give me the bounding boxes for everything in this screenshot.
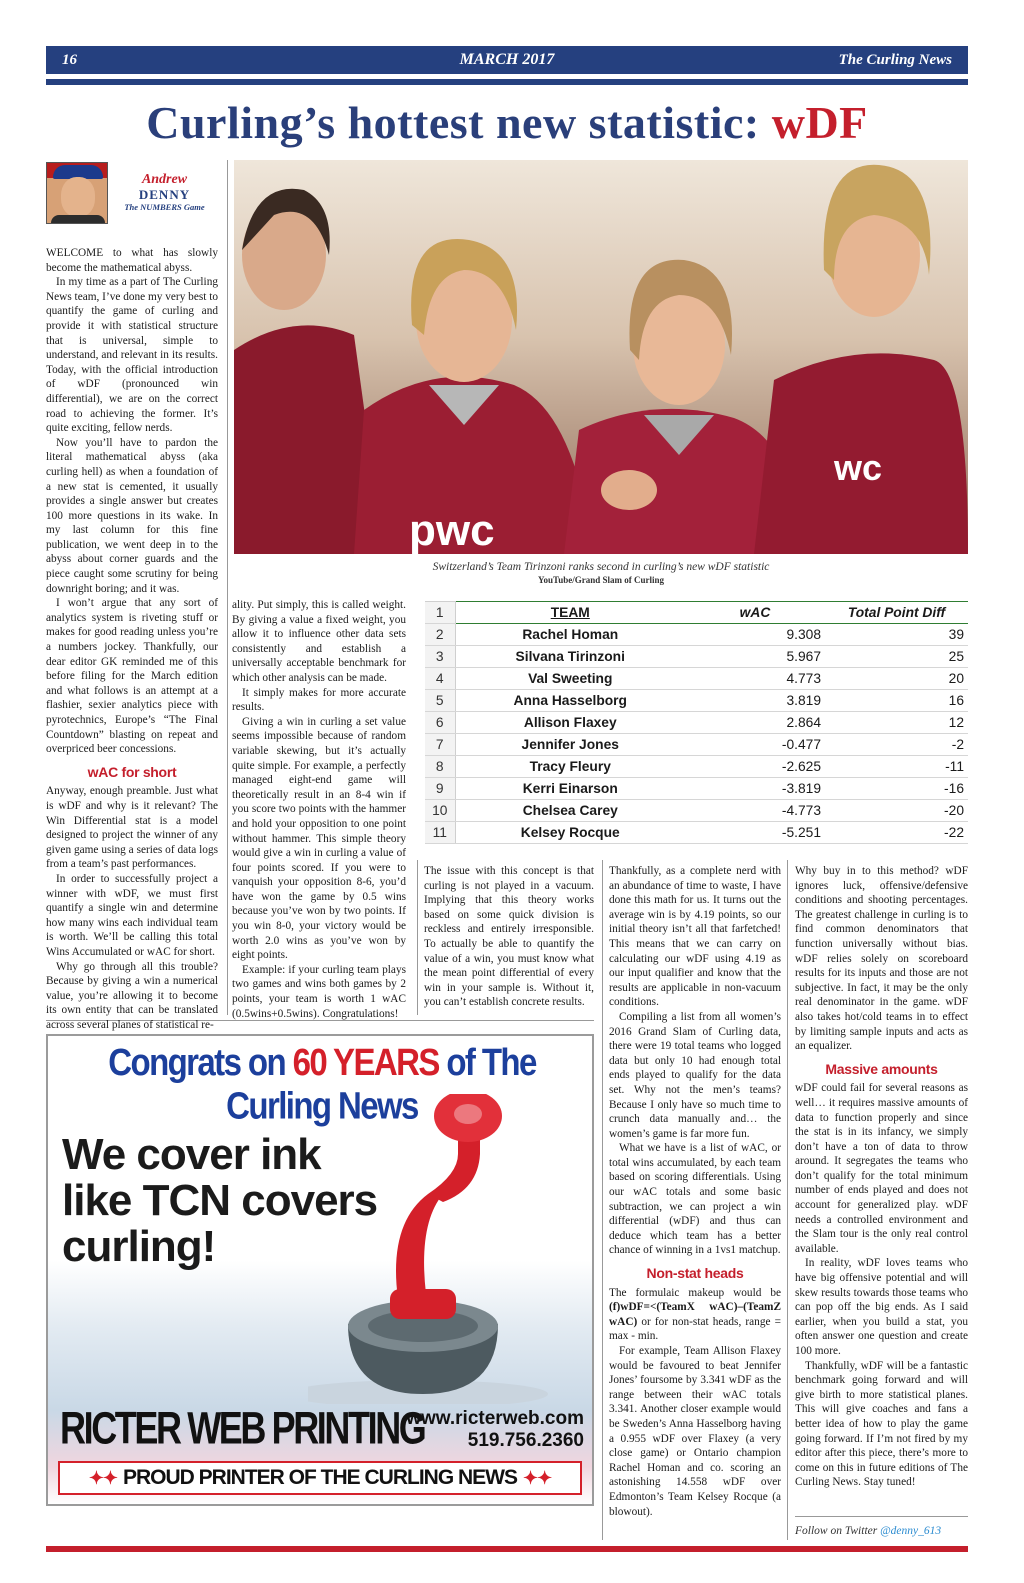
page-number: 16 <box>62 51 77 68</box>
team-name: Rachel Homan <box>455 624 685 646</box>
formula-paragraph <box>609 1286 781 1344</box>
formula: (f)wDF=<(TeamX wAC)–(TeamZ wAC) <box>609 1301 781 1328</box>
author-byline <box>46 162 221 228</box>
wac-value: -4.773 <box>685 800 825 822</box>
author-names <box>112 172 217 213</box>
paragraph: Why go through all this trouble? Because by giving a win a numerical value, you’re allowing it to become its own entity that can be translated across several planes of statistical re- <box>46 960 218 1031</box>
row-number: 11 <box>425 822 455 844</box>
table-row <box>425 690 968 712</box>
headline-main: Curling’s hottest new statistic: <box>146 97 760 148</box>
row-number: 7 <box>425 734 455 756</box>
ad-tagline: PROUD PRINTER OF THE CURLING NEWS <box>122 1466 517 1489</box>
team-name: Anna Hasselborg <box>455 690 685 712</box>
wac-value: 4.773 <box>685 668 825 690</box>
ad-phone: 519.756.2360 <box>467 1430 584 1451</box>
column-header-team: TEAM <box>455 602 685 624</box>
team-name: Chelsea Carey <box>455 800 685 822</box>
paragraph: Anyway, enough preamble. Just what is wDF and why is it relevant? The Win Differential stat is a model designed to project the winner of any given game using a series of data logs from a team’s past performances. <box>46 785 218 871</box>
paragraph: Compiling a list from all women’s 2016 Grand Slam of Curling data, there were 19 total teams who logged data but only 10 had enough total ends played to qualify for the data set. Why not the men’s teams? Because I only have so much time to crunch data manually and… the women’s game is far more fun. <box>609 1010 781 1140</box>
row-number: 9 <box>425 778 455 800</box>
table-row <box>425 624 968 646</box>
point-diff-value: 16 <box>825 690 968 712</box>
team-name: Val Sweeting <box>455 668 685 690</box>
ricter-advertisement <box>46 1034 594 1506</box>
follow-label: Follow on Twitter <box>795 1525 878 1537</box>
paragraph: In reality, wDF loves teams who have big offensive potential and will skew results towards those teams who can pop off the big ends. As I said earlier, when you build a stat, you often answer one question and create 100 more. <box>795 1257 968 1357</box>
paragraph: What we have is a list of wAC, or total wins accumulated, by each team based on scoring differentials. Using our wAC totals and some basic subtraction, we can project a win differential (wDF) and thus can deduce which team has a better chance of winning in a 1vs1 matchup. <box>609 1142 781 1257</box>
slogan-line: curling! <box>62 1222 216 1271</box>
photo-caption: Switzerland’s Team Tirinzoni ranks second in curling’s new wDF statistic <box>432 561 770 573</box>
wac-stats-table <box>425 601 968 844</box>
ad-company-name: RICTER WEB PRINTING <box>60 1402 425 1454</box>
author-first-name: Andrew <box>141 172 188 187</box>
point-diff-value: 20 <box>825 668 968 690</box>
svg-text:wc: wc <box>834 447 883 488</box>
point-diff-value: -11 <box>825 756 968 778</box>
ad-slogan <box>62 1132 422 1270</box>
photo-credit: YouTube/Grand Slam of Curling <box>538 575 664 585</box>
paragraph: Giving a win in curling a set value seems impossible because of random variable skewing, but it’s actually quite simple. For example, a perfectly managed eight-end game will theoretically result in an 8-4 win if you score two points with the hammer and hold your opposition to one point without hammer. This simple theory would give a win in curling a value of four points scored. If you were to vanquish your opposition 8-6, you’d have won the game by 0.5 wins because you’ve won by two points. If you win 8-0, your victory would be worth 2.0 wins as you’ve won by eight points. <box>232 715 406 962</box>
slogan-line: We cover ink <box>62 1130 321 1179</box>
point-diff-value: -22 <box>825 822 968 844</box>
point-diff-value: 12 <box>825 712 968 734</box>
team-name: Silvana Tirinzoni <box>455 646 685 668</box>
paragraph: wDF could fail for several reasons as well… it requires massive amounts of data to function properly and since the stat is in its infancy, we simply don’t have a ton of data to throw around. It segregates the teams who don’t qualify for the total minimum number of ends played and does not account for generalized play. wDF needs a controlled environment and the Slam tour is the only real control available. <box>795 1082 968 1255</box>
table-row <box>425 778 968 800</box>
subheading: Massive amounts <box>825 1060 938 1077</box>
jersey-logo: pwc <box>409 506 495 554</box>
ad-tagline-banner <box>58 1461 582 1495</box>
wac-value: -5.251 <box>685 822 825 844</box>
column-rule <box>227 160 228 1015</box>
column-name: The NUMBERS Game <box>124 202 205 212</box>
paragraph: In order to successfully project a winner with wDF, we must first quantify a single win and determine how many wins each individual team is worth. We’ll be calling this total Wins Accumulated or wAC for short. <box>46 872 218 958</box>
row-number: 3 <box>425 646 455 668</box>
subheading: Non-stat heads <box>646 1265 744 1282</box>
formula-post: or for non-stat heads, range = max - min. <box>609 1315 781 1343</box>
team-name: Tracy Fleury <box>455 756 685 778</box>
congrats-post: of The Curling News <box>226 1040 536 1127</box>
twitter-follow <box>795 1525 941 1537</box>
paragraph: WELCOME to what has slowly become the mathematical abyss. <box>46 247 218 274</box>
paragraph: Thankfully, as a complete nerd with an abundance of time to waste, I have done this math for us. It turns out the average win is by 4.19 points, so our initial theory isn’t all that farfetched! This means that we can carry on calculating our wDF using 4.19 as our input qualifier and know that the results are applicable in non-vacuum conditions. <box>609 865 781 1009</box>
subheading: wAC for short <box>87 763 177 780</box>
paragraph: Example: if your curling team plays two games and wins both games by 2 points, your team is worth 1 wAC (0.5wins+0.5wins). Congratulations! <box>232 963 406 1020</box>
column-header-total-point-diff: Total Point Diff <box>825 602 968 624</box>
column-rule <box>417 860 418 1015</box>
point-diff-value: -20 <box>825 800 968 822</box>
team-name: Kerri Einarson <box>455 778 685 800</box>
column-header-wac: wAC <box>685 602 825 624</box>
table-row <box>425 646 968 668</box>
point-diff-value: 25 <box>825 646 968 668</box>
wac-value: 2.864 <box>685 712 825 734</box>
paragraph: Now you’ll have to pardon the literal mathematical abyss (aka curling hell) as when a foundation of a new stat is cemented, it usually provides a single answer but creates 100 more questions in its wake. In my last column for this fine publication, we went deep in to the abyss about corner guards and the piece caught some scrutiny for being downright boring; and it was. <box>46 436 218 595</box>
article-column-3 <box>424 864 594 1010</box>
row-number: 2 <box>425 624 455 646</box>
paragraph: It simply makes for more accurate results. <box>232 686 406 714</box>
masthead <box>46 46 968 74</box>
point-diff-value: 39 <box>825 624 968 646</box>
team-name: Allison Flaxey <box>455 712 685 734</box>
wac-value: -2.625 <box>685 756 825 778</box>
paragraph: ality. Put simply, this is called weight. By giving a value a fixed weight, you allow it to influence other data sets consistently and establish a universally acceptable benchmark for which other analysis can be made. <box>232 599 406 684</box>
slogan-line: like TCN covers <box>62 1176 378 1225</box>
headline <box>46 92 968 154</box>
table-row <box>425 822 968 844</box>
row-number: 5 <box>425 690 455 712</box>
table-row <box>425 734 968 756</box>
article-column-1 <box>46 246 218 1032</box>
bottom-rule <box>46 1546 968 1552</box>
table-row <box>425 756 968 778</box>
wac-value: -3.819 <box>685 778 825 800</box>
maple-leaf-icon: ✦✦ <box>88 1467 117 1488</box>
row-number: 4 <box>425 668 455 690</box>
table-row <box>425 800 968 822</box>
team-photo-illustration <box>234 160 968 554</box>
twitter-handle[interactable]: @denny_613 <box>880 1525 942 1537</box>
article-column-5 <box>795 864 968 1490</box>
paragraph: Thankfully, wDF will be a fantastic benchmark going forward and will give birth to more statistical planes. This will give coaches and fans a better idea of how to play the game going forward. If I’m not fired by my editor after this piece, there’s more to come on this in future editions of The Curling News. Stay tuned! <box>795 1359 968 1489</box>
issue-date: MARCH 2017 <box>459 51 555 68</box>
wac-value: 5.967 <box>685 646 825 668</box>
article-column-2 <box>232 598 406 1021</box>
row-number: 8 <box>425 756 455 778</box>
team-name: Jennifer Jones <box>455 734 685 756</box>
paragraph: The issue with this concept is that curling is not played in a vacuum. Implying that this theory works based on some quick division is reckless and entirely irresponsible. To actually be able to quantify the value of a win, you must know what the mean point differential of every win in your sample is. Without it, you can’t establish concrete results. <box>424 865 594 1009</box>
section-rule <box>795 1516 968 1517</box>
congrats-years: 60 YEARS <box>292 1040 439 1083</box>
row-number: 6 <box>425 712 455 734</box>
paragraph: I won’t argue that any sort of analytics system is riveting stuff or makes for good reading unless you’re a numbers jockey. Thankfully, our dear editor GK reminded me of this before filing for the March edition and what follows is an attempt at a flashier, sexier analytics piece with pyrotechnics, Europe’s “The Final Countdown” blasting on repeat and overpriced beer concessions. <box>46 597 218 756</box>
table-header-row <box>425 602 968 624</box>
author-avatar <box>46 162 108 224</box>
paragraph: For example, Team Allison Flaxey would be favoured to beat Jennifer Jones’ foursome by 3.341 wDF as the range between their wAC totals 3.341. Another closer example would be Sweden’s Anna Hasselborg having a 0.955 wDF over Flaxey (a very close game) or Ontario champion Rachel Homan and co. scoring an astonishing 14.558 wDF over Edmonton’s Team Kelsey Rocque (a blowout). <box>609 1345 781 1518</box>
point-diff-value: -16 <box>825 778 968 800</box>
table-row <box>425 668 968 690</box>
wac-value: 9.308 <box>685 624 825 646</box>
ad-contact <box>406 1408 584 1452</box>
column-rule <box>602 860 603 1540</box>
publication-name: The Curling News <box>838 51 952 68</box>
wac-value: 3.819 <box>685 690 825 712</box>
ad-url[interactable]: www.ricterweb.com <box>406 1408 584 1429</box>
paragraph: In my time as a part of The Curling News team, I’ve done my very best to quantify the game of curling and provide it with statistical structure that is universal, simple to understand, and relevant in its results. Today, with the official introduction of wDF (pronounced win differential), we are on the correct road to achieving the former. It’s quite exciting, fellow nerds. <box>46 276 218 435</box>
formula-pre: The formulaic makeup would be <box>609 1286 781 1299</box>
paragraph: Why buy in to this method? wDF ignores luck, offensive/defensive conditions and shooting percentages. The greatest challenge in curling is to find common denominators that function universally without bias. wDF relies solely on scoreboard results for its inputs and those are not subjective. In fact, it may be the only real denominator in the game. wDF also takes hot/cold teams in to effect by limiting sample inputs and acts as an equalizer. <box>795 865 968 1053</box>
article-column-4 <box>609 864 781 1519</box>
masthead-rule <box>46 79 968 85</box>
column-rule <box>787 860 788 1540</box>
shirt-shape <box>51 215 105 224</box>
team-name: Kelsey Rocque <box>455 822 685 844</box>
row-number: 1 <box>425 602 455 624</box>
wac-value: -0.477 <box>685 734 825 756</box>
row-number: 10 <box>425 800 455 822</box>
table-row <box>425 712 968 734</box>
author-last-name: DENNY <box>138 187 191 202</box>
face-shape <box>61 177 95 217</box>
headline-highlight: wDF <box>771 97 868 148</box>
point-diff-value: -2 <box>825 734 968 756</box>
maple-leaf-icon: ✦✦ <box>523 1467 552 1488</box>
congrats-pre: Congrats on <box>108 1040 293 1083</box>
team-photo <box>234 160 968 554</box>
